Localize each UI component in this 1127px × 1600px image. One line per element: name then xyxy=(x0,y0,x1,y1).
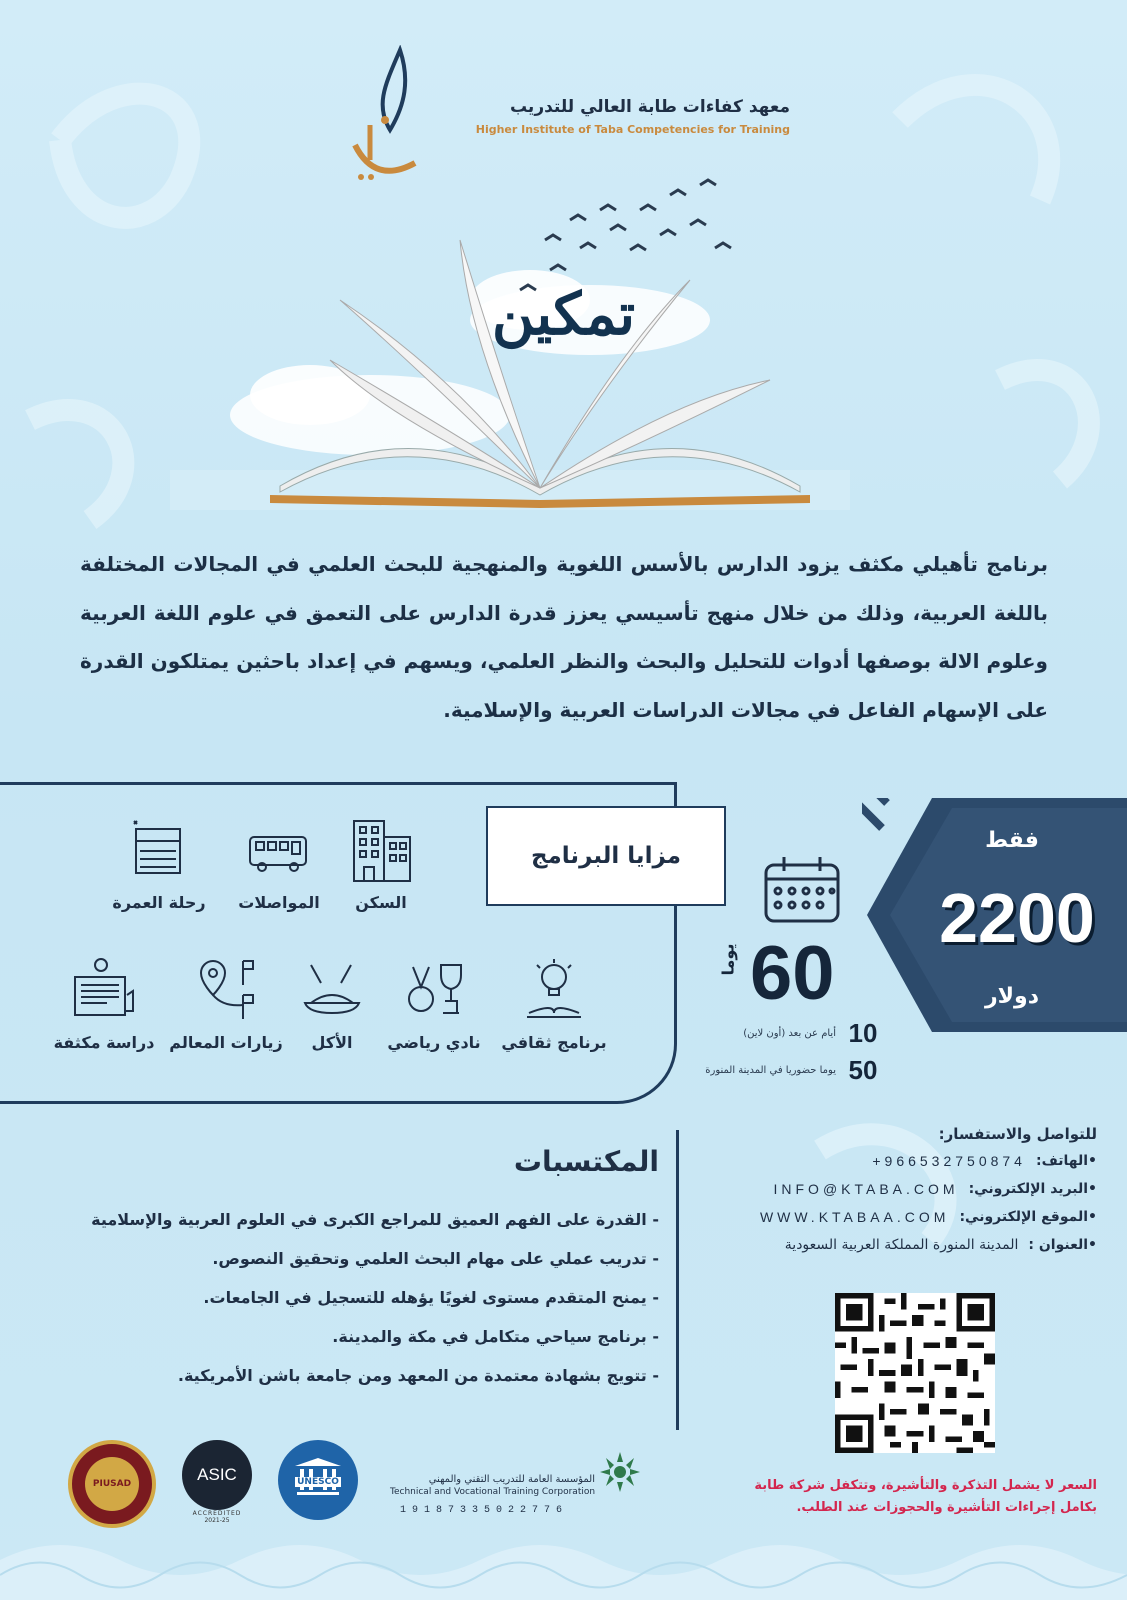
feature-label: رحلة العمرة xyxy=(112,893,206,912)
list-item: - تتويج بشهادة معتمدة من المعهد ومن جامعة باشن الأمريكية. xyxy=(177,1366,659,1385)
contact-website xyxy=(697,1203,1097,1231)
feature-label: المواصلات xyxy=(238,893,320,912)
unesco-logo xyxy=(278,1440,358,1520)
asic-logo xyxy=(182,1440,252,1530)
total-days: 60 xyxy=(750,931,835,1016)
address-value: المدينة المنورة المملكة العربية السعودية xyxy=(784,1237,1019,1253)
temple-icon xyxy=(293,1456,343,1496)
feature-label: نادي رياضي xyxy=(387,1033,481,1052)
online-days-row xyxy=(700,1018,880,1049)
feature-landmarks xyxy=(156,955,296,1052)
feature-label: السكن xyxy=(355,893,407,912)
days-unit: يوما xyxy=(718,943,738,976)
contact-key: •العنوان : xyxy=(1028,1237,1097,1253)
feature-umrah xyxy=(89,815,229,912)
contact-heading: للتواصل والاستفسار: xyxy=(938,1125,1097,1143)
calendar-icon xyxy=(762,855,842,925)
piusad-text: PIUSAD xyxy=(85,1457,139,1511)
piusad-seal xyxy=(68,1440,156,1528)
phone-link[interactable]: +966532750874 xyxy=(872,1153,1026,1169)
contact-email xyxy=(697,1175,1097,1203)
institute-logo xyxy=(345,45,805,185)
feature-label: زيارات المعالم xyxy=(169,1033,283,1052)
contact-key: •البريد الإلكتروني: xyxy=(968,1181,1097,1197)
features-title: مزايا البرنامج xyxy=(486,806,726,906)
tvtc-name-en: Technical and Vocational Training Corporation xyxy=(390,1487,596,1497)
website-link[interactable]: WWW.KTABAA.COM xyxy=(759,1209,950,1225)
note-line: السعر لا يشمل التذكرة والتأشيرة، وتتكفل شركة طابة xyxy=(754,1478,1097,1493)
map-pin-flags-icon xyxy=(191,955,261,1025)
program-description: برنامج تأهيلي مكثف يزود الدارس بالأسس اللغوية والمنهجية للبحث العلمي في المجالات المختلفة باللغة العربية، وذلك من خلال منهج تأسيسي يعزز قدرة الدارس على التعمق في علوم اللغة العربية وعلوم الالة بوصفها أدوات للتحليل والبحث والنظر العلمي، ويسهم في إعداد باحثين يمتلكون القدرة على الإسهام الفاعل في مجالات الدراسات العربية والإسلامية. xyxy=(80,552,1048,722)
feature-label: دراسة مكثفة xyxy=(53,1033,155,1052)
tvtc-logo-icon xyxy=(595,1450,645,1510)
price-prefix: فقط xyxy=(985,828,1039,853)
feature-label: برنامج ثقافي xyxy=(501,1033,607,1052)
taba-logo-icon xyxy=(345,45,435,185)
program-title: تمكين xyxy=(491,280,636,348)
feature-label: الأكل xyxy=(311,1033,353,1052)
bus-icon xyxy=(244,815,314,885)
price-amount: 2200 xyxy=(939,879,1095,957)
asic-sub: ACCREDITED xyxy=(192,1510,242,1517)
feature-transport xyxy=(209,815,349,912)
gains-title: المكتسبات xyxy=(513,1145,659,1178)
section-divider xyxy=(676,1130,679,1430)
asic-text: ASIC xyxy=(182,1440,252,1510)
contact-key: •الهاتف: xyxy=(1035,1153,1097,1169)
feature-cultural xyxy=(484,955,624,1052)
contact-address xyxy=(697,1231,1097,1259)
price-currency: دولار xyxy=(984,984,1039,1009)
list-item: - يمنح المتقدم مستوى لغويًا يؤهله للتسجيل في الجامعات. xyxy=(203,1288,659,1307)
tvtc-number: 19187335022776 xyxy=(400,1505,569,1516)
list-item: - تدريب عملي على مهام البحث العلمي وتحقيق النصوص. xyxy=(212,1249,659,1268)
contact-key: •الموقع الإلكتروني: xyxy=(959,1209,1097,1225)
institute-name-ar: معهد كفاءات طابة العالي للتدريب xyxy=(509,97,790,117)
onsite-days-number: 50 xyxy=(848,1055,878,1085)
online-days-text: أيام عن بعد (أون لاين) xyxy=(743,1027,836,1039)
online-days-number: 10 xyxy=(848,1018,878,1048)
asic-years: 2021-25 xyxy=(204,1517,230,1524)
unesco-text: UNESCO xyxy=(297,1477,339,1487)
tvtc-name-ar: المؤسسة العامة للتدريب التقني والمهني xyxy=(428,1474,595,1485)
price-badge xyxy=(862,798,1127,1032)
institute-name-en: Higher Institute of Taba Competencies for Training xyxy=(475,123,790,136)
note-line: بكامل إجراءات التأشيرة والحجوزات عند الطلب. xyxy=(796,1500,1097,1515)
onsite-days-text: يوما حضوريا في المدينة المنورة xyxy=(705,1064,836,1076)
book-lightbulb-icon xyxy=(519,955,589,1025)
price-note xyxy=(697,1475,1097,1519)
onsite-days-row xyxy=(700,1055,880,1086)
qr-code[interactable] xyxy=(835,1293,995,1453)
feature-intensive-study xyxy=(34,955,174,1052)
email-link[interactable]: INFO@KTABA.COM xyxy=(773,1181,959,1197)
building-icon xyxy=(346,815,416,885)
list-item: - القدرة على الفهم العميق للمراجع الكبرى في العلوم العربية والإسلامية xyxy=(91,1210,659,1229)
food-plate-icon xyxy=(297,955,367,1025)
kaaba-icon xyxy=(124,815,194,885)
contact-phone xyxy=(697,1147,1097,1175)
list-item: - برنامج سياحي متكامل في مكة والمدينة. xyxy=(332,1327,659,1346)
medal-trophy-icon xyxy=(399,955,469,1025)
contact-block xyxy=(697,1125,1097,1259)
gains-list xyxy=(19,1200,659,1395)
study-book-icon xyxy=(69,955,139,1025)
